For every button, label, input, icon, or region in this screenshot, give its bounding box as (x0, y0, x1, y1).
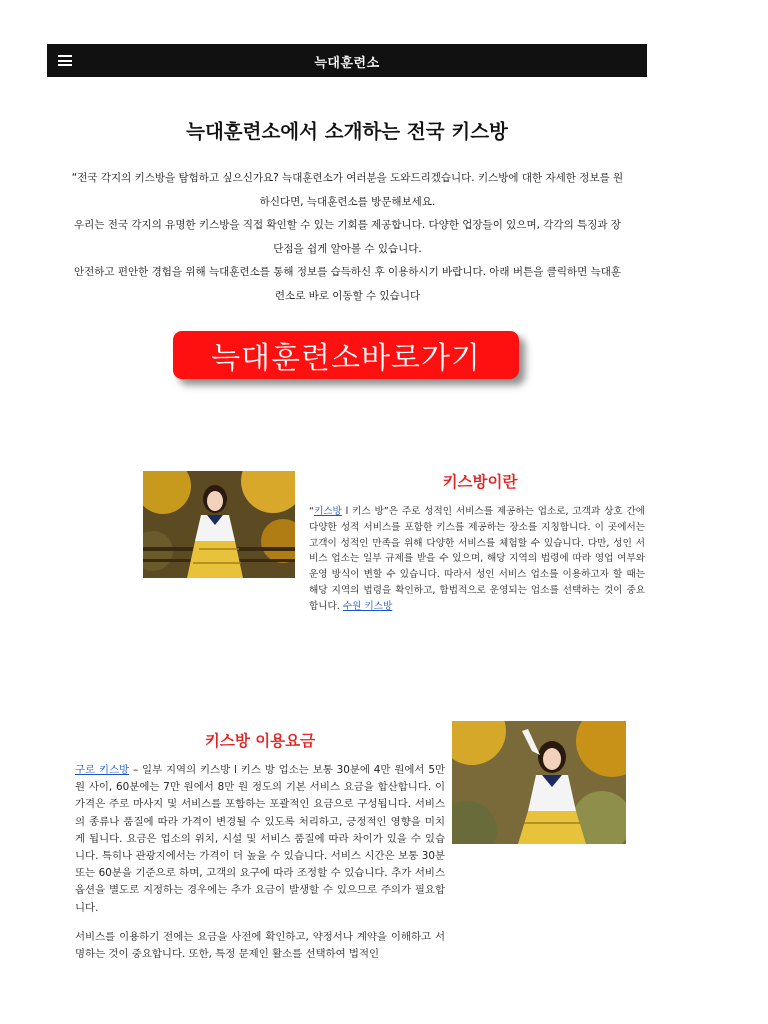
section2-text (75, 762, 445, 917)
kissbang-link[interactable]: 키스방 (313, 506, 342, 517)
section2-body: – 일부 지역의 키스방 l 키스 방 업소는 보통 30분에 4만 원에서 5만 원 사이, 60분에는 7만 원에서 8만 원 정도의 기본 서비스 요금을 합산합니다. 이 가격은 주로 마사지 및 서비스를 포함하는 포괄적인 요금으로 구성됩니다. 서비스의 종류나 품질에 따라 가격이 변경될 수 있도록 처리하고, 긍정적인 영향을 미치게 됩니다. 요금은 업소의 위치, 시설 및 서비스 품질에 따라 차이가 있을 수 있습니다. 특히나 관광지에서는 가격이 더 높을 수 있습니다. 서비스 시간은 보통 30분 또는 60분을 기준으로 하며, 고객의 요구에 따라 조정할 수 있습니다. 추가 서비스 옵션을 별도로 지정하는 경우에는 추가 요금이 발생할 수 있으므로 주의가 필요합니다. (75, 764, 445, 914)
suwon-kissbang-link[interactable]: 수원 키스방 (342, 600, 393, 612)
intro-paragraph: “전국 각지의 키스방을 탐험하고 싶으신가요? 늑대훈련소가 여러분을 도와드리겠습니다. 키스방에 대한 자세한 정보를 원하신다면, 늑대훈련소를 방문해보세요. (71, 172, 624, 208)
intro-paragraph: 우리는 전국 각지의 유명한 키스방을 직접 확인할 수 있는 기회를 제공합니다. 다양한 업장들이 있으며, 각각의 특징과 장단점을 쉽게 알아볼 수 있습니다. (74, 219, 621, 255)
quote-mark: “ (309, 506, 314, 517)
top-navigation-bar (47, 44, 647, 77)
intro-text (70, 167, 625, 308)
section1-title: 키스방이란 (442, 473, 518, 491)
page-title: 늑대훈련소에서 소개하는 전국 키스방 (186, 120, 508, 143)
guro-kissbang-link[interactable]: 구로 키스방 (75, 764, 130, 776)
intro-paragraph: 안전하고 편안한 경험을 위해 늑대훈련소를 통해 정보를 습득하신 후 이용하시기 바랍니다. 아래 버튼을 클릭하면 늑대훈련소로 바로 이동할 수 있습니다 (73, 266, 622, 302)
section2-photo (452, 721, 626, 844)
section1-text (309, 504, 645, 615)
section1-photo (143, 471, 295, 578)
go-to-site-button[interactable]: 늑대훈련소바로가기 (173, 331, 519, 379)
section1-body: l 키스 방”은 주로 성적인 서비스를 제공하는 업소로, 고객과 상호 간에 다양한 성적 서비스를 포함한 키스를 제공하는 장소를 지칭합니다. 이 곳에서는 고객이 성적인 만족을 위해 다양한 서비스를 체험할 수 있습니다. 다만, 성인 서비스 업소는 일부 규제를 받을 수 있으며, 해당 지역의 법령에 따라 영업 여부와 운영 방식이 변할 수 있습니다. 따라서 성인 서비스 업소를 이용하고자 할 때는 해당 지역의 법령을 확인하고, 합법적으로 운영되는 업소를 선택하는 것이 중요합니다. (309, 506, 645, 612)
section2-text-2: 서비스를 이용하기 전에는 요금을 사전에 확인하고, 약정서나 계약을 이해하고 서명하는 것이 중요합니다. 또한, 특정 문제인 활소를 선택하여 법적인 (75, 931, 445, 961)
section2-title: 키스방 이용요금 (204, 732, 316, 750)
site-brand[interactable]: 늑대훈련소 (314, 56, 380, 71)
